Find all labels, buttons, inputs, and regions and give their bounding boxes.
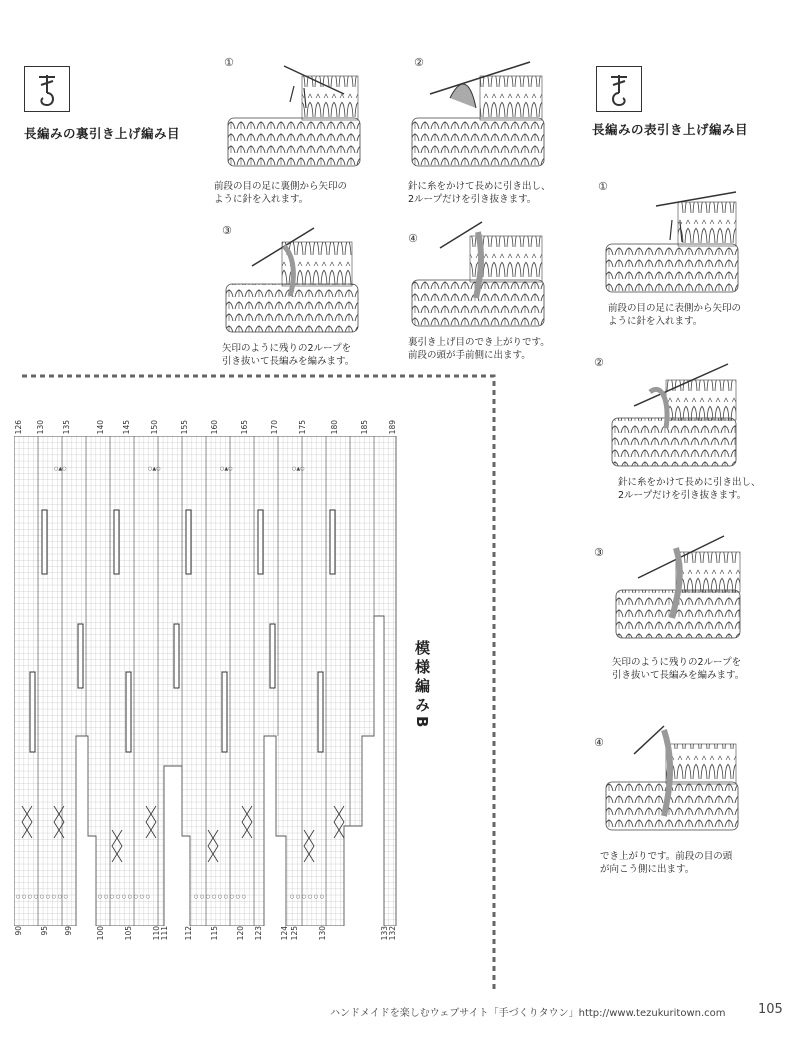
top-tick-label: 145 [122,420,131,435]
left-step-1-number: ① [224,56,234,69]
caption-line: 前段の目の足に表側から矢印の [608,303,742,314]
left-step-4-number: ④ [408,232,418,245]
top-tick-label: 165 [240,420,249,435]
top-tick-label: 160 [210,420,219,435]
svg-text:○▲○: ○▲○ [54,466,67,472]
top-tick-label: 130 [36,420,45,435]
bottom-tick-label: 123 [254,926,263,941]
top-tick-label: 126 [14,420,23,435]
caption-line: 引き抜いて長編みを編みます。 [222,356,355,367]
svg-text:○▲○: ○▲○ [220,466,233,472]
caption-line: 引き抜いて長編みを編みます。 [612,670,745,681]
top-tick-label: 175 [298,420,307,435]
bottom-tick-label: 95 [40,926,49,936]
svg-text:○▲○: ○▲○ [292,466,305,472]
bottom-tick-label: 130 [318,926,327,941]
caption-line: ように針を入れます。 [608,316,703,327]
caption-line: 矢印のように残りの2ループを [222,343,352,354]
right-step-3-number: ③ [594,546,604,559]
caption-line: 2ループだけを引き抜きます。 [618,490,747,501]
footer-website: ハンドメイドを楽しむウェブサイト「手づくりタウン」http://www.tezukuritown.com [330,1008,726,1019]
bottom-tick-label: 132 [388,926,397,941]
left-section-title: 長編みの裏引き上げ編み目 [24,126,181,141]
page-number: 105 [758,1002,783,1017]
svg-text:○ ○ ○ ○ ○ ○: ○ ○ ○ ○ ○ ○ [290,894,325,900]
bottom-tick-label: 112 [184,926,193,941]
top-tick-label: 170 [270,420,279,435]
caption-line: が向こう側に出ます。 [600,864,695,875]
top-tick-label: 189 [388,420,397,435]
bottom-tick-label: 111 [160,926,169,941]
top-tick-label: 135 [62,420,71,435]
left-step-2-number: ② [414,56,424,69]
svg-text:○ ○ ○ ○ ○ ○ ○ ○ ○: ○ ○ ○ ○ ○ ○ ○ ○ ○ [194,894,246,900]
caption-line: 2ループだけを引き抜きます。 [408,194,537,205]
bottom-tick-label: 90 [14,926,23,936]
caption-line: 裏引き上げ目のでき上がりです。 [408,337,550,348]
caption-line: 矢印のように残りの2ループを [612,657,742,668]
top-tick-label: 140 [96,420,105,435]
right-section-title: 長編みの表引き上げ編み目 [592,122,749,137]
bottom-tick-label: 125 [290,926,299,941]
top-tick-label: 185 [360,420,369,435]
bottom-tick-label: 99 [64,926,73,936]
chart-title: 模様編みB [413,640,431,732]
caption-line: ように針を入れます。 [214,194,309,205]
top-tick-label: 155 [180,420,189,435]
right-step-2-number: ② [594,356,604,369]
caption-line: 前段の目の足に裏側から矢印の [214,181,348,192]
caption-line: 針に糸をかけて長めに引き出し、 [618,477,761,488]
svg-text:○▲○: ○▲○ [148,466,161,472]
bottom-tick-label: 105 [124,926,133,941]
svg-text:○ ○ ○ ○ ○ ○ ○ ○ ○: ○ ○ ○ ○ ○ ○ ○ ○ ○ [98,894,150,900]
bottom-tick-label: 124 [280,926,289,941]
top-tick-label: 180 [330,420,339,435]
bottom-tick-label: 120 [236,926,245,941]
right-step-1-number: ① [598,180,608,193]
left-step-3-number: ③ [222,224,232,237]
caption-line: 針に糸をかけて長めに引き出し、 [408,181,551,192]
caption-line: でき上がりです。前段の目の頭 [600,851,733,862]
caption-line: 前段の頭が手前側に出ます。 [408,350,531,361]
top-tick-label: 150 [150,420,159,435]
bottom-tick-label: 133 [380,926,389,941]
bottom-tick-label: 100 [96,926,105,941]
bottom-tick-label: 115 [210,926,219,941]
bottom-tick-label: 110 [152,926,161,941]
right-step-4-number: ④ [594,736,604,749]
svg-text:○ ○ ○ ○ ○ ○ ○ ○ ○: ○ ○ ○ ○ ○ ○ ○ ○ ○ [16,894,68,900]
pattern-b-chart-grid [14,436,398,926]
